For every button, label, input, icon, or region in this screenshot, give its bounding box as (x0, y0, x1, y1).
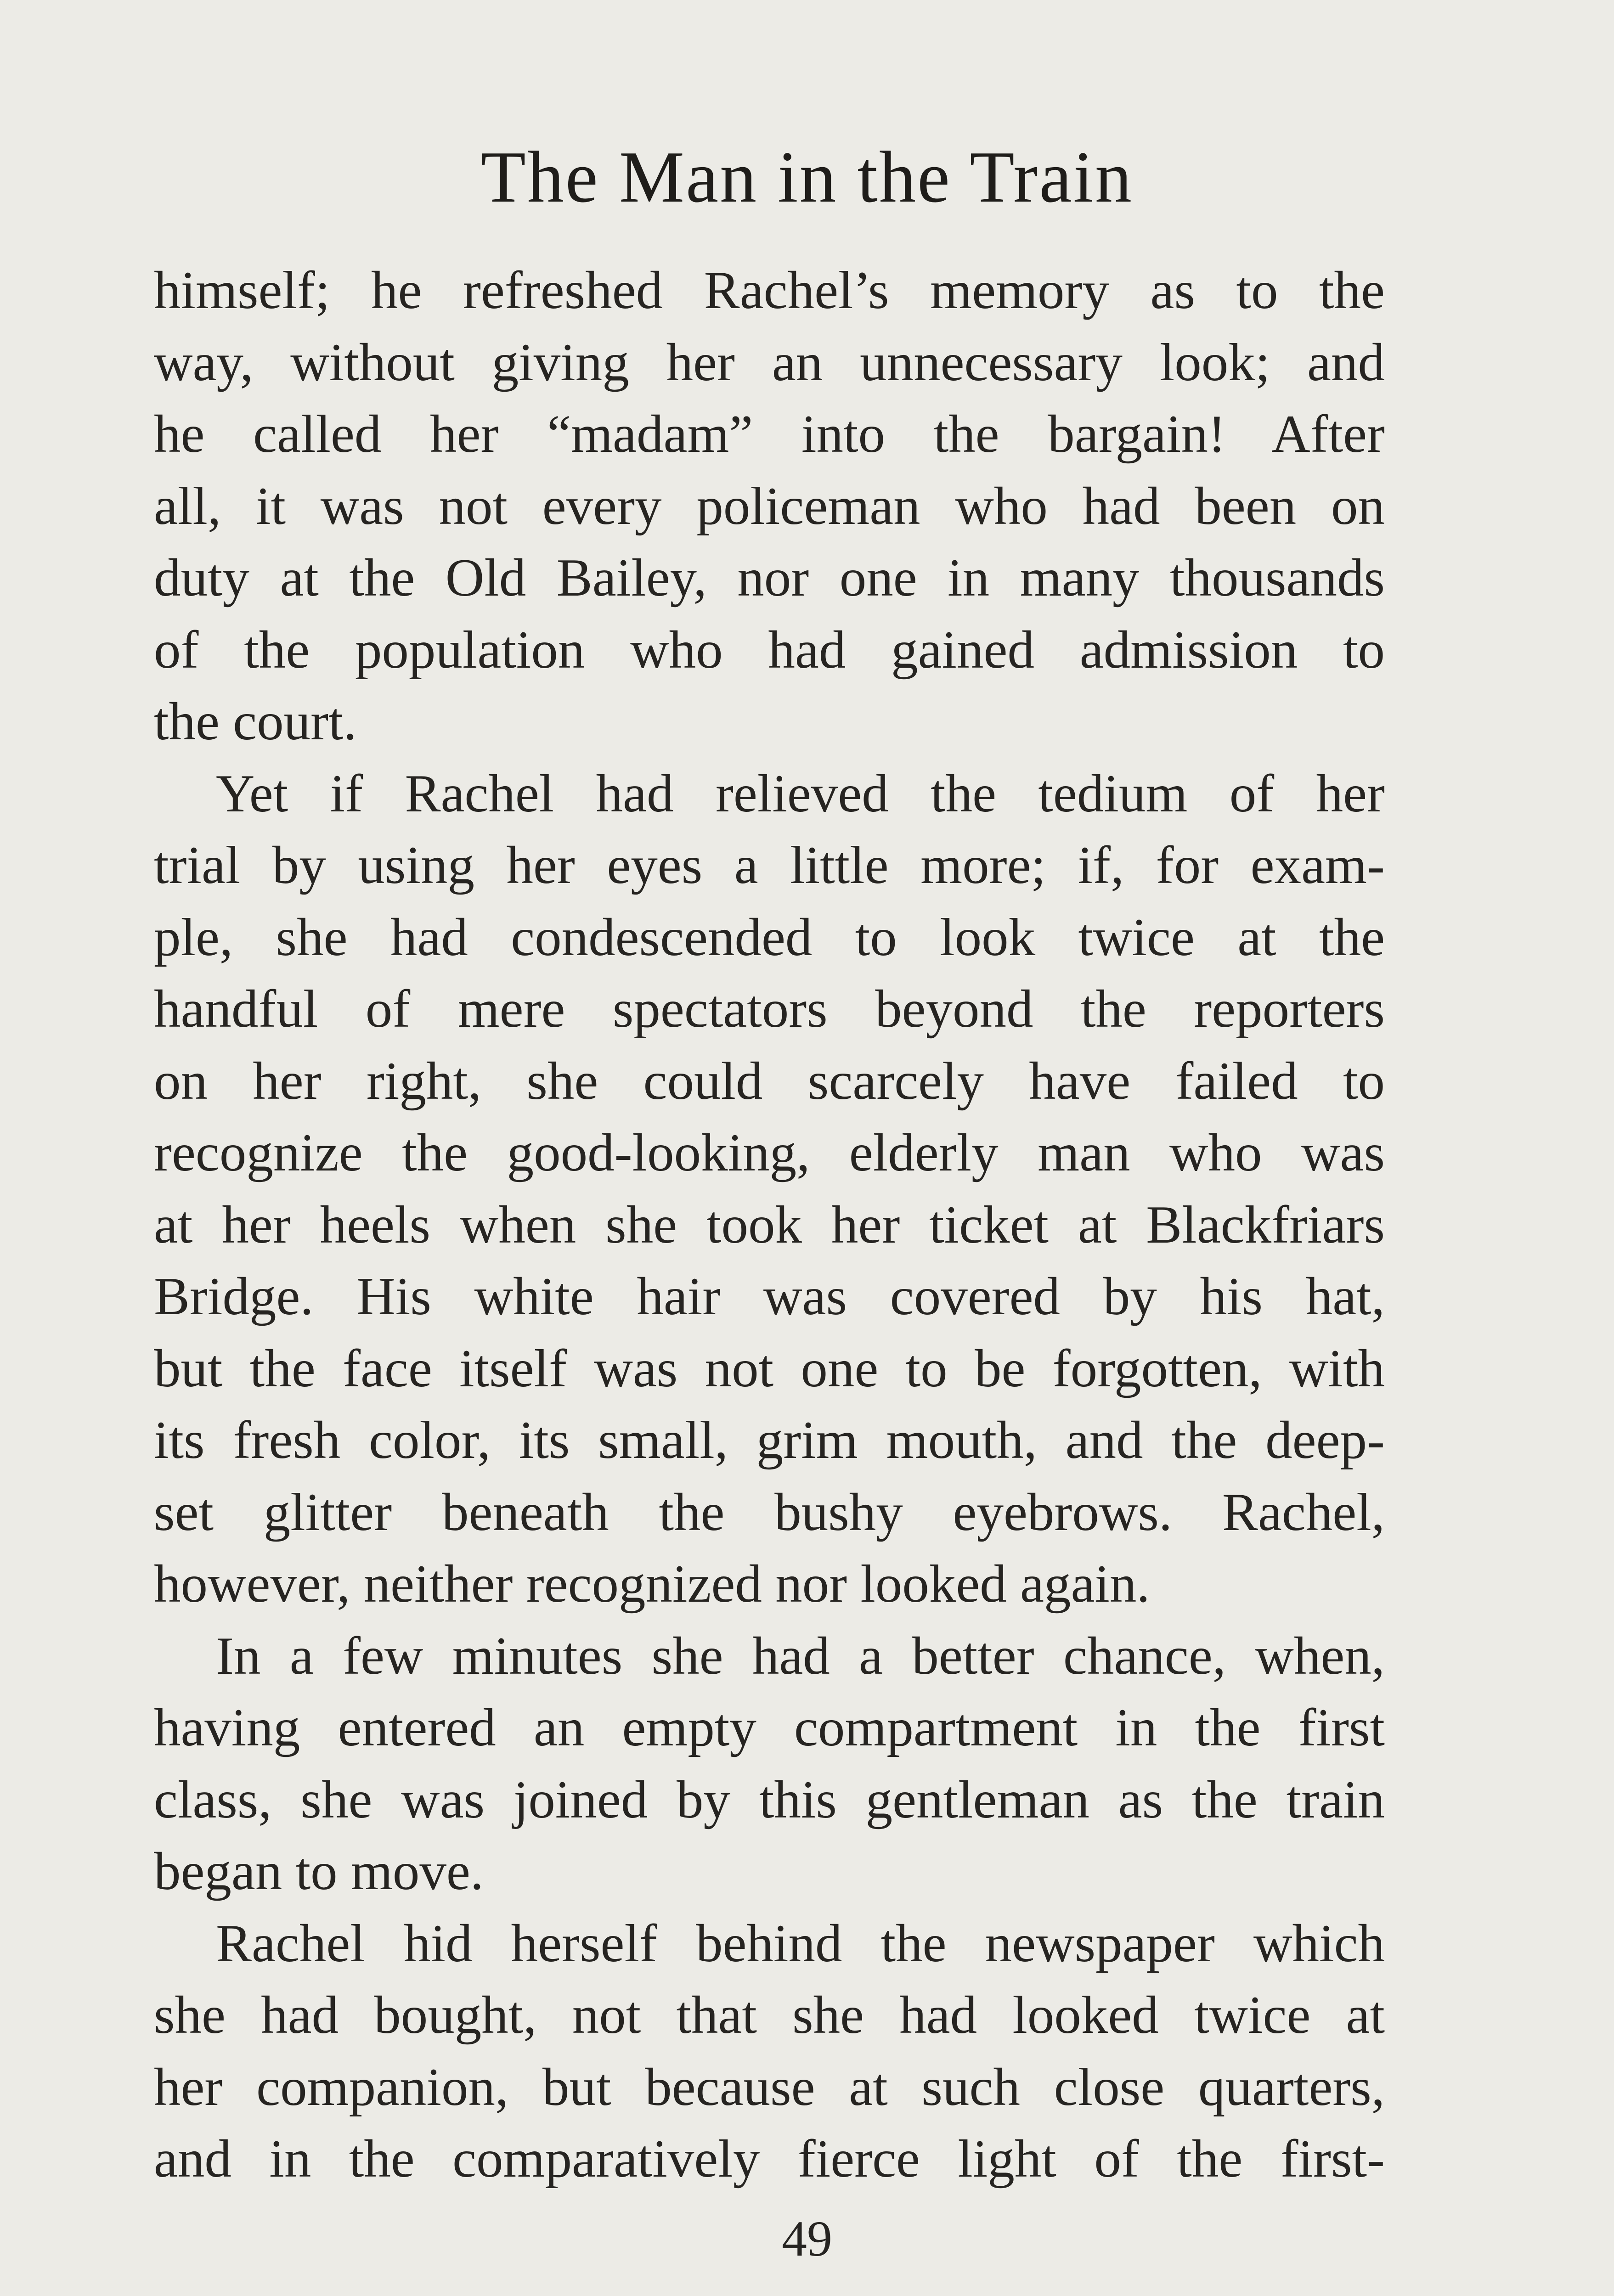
text-line: but the face itself was not one to be forgotten, with (154, 1339, 1385, 1398)
text-line: ple, she had condescended to look twice at the (154, 907, 1385, 967)
text-line: Bridge. His white hair was covered by his hat, (154, 1267, 1385, 1326)
text-line: and in the comparatively fierce light of the first- (154, 2129, 1385, 2189)
text-line: she had bought, not that she had looked twice at (154, 1986, 1385, 2045)
text-line: handful of mere spectators beyond the reporters (154, 979, 1385, 1039)
text-line: its fresh color, its small, grim mouth, and the deep- (154, 1411, 1385, 1470)
text-line: In a few minutes she had a better chance, when, (216, 1626, 1385, 1686)
text-line: way, without giving her an unnecessary look; and (154, 332, 1385, 392)
body-text (154, 255, 1385, 2195)
text-line: trial by using her eyes a little more; if, for exam- (154, 836, 1385, 895)
text-line: of the population who had gained admission to (154, 620, 1385, 680)
text-line: on her right, she could scarcely have failed to (154, 1051, 1385, 1111)
text-line: duty at the Old Bailey, nor one in many thousands (154, 548, 1385, 608)
text-line: however, neither recognized nor looked again. (154, 1554, 1150, 1614)
page-number: 49 (782, 2211, 832, 2267)
text-line: the court. (154, 692, 357, 751)
text-line: Rachel hid herself behind the newspaper which (216, 1913, 1385, 1973)
text-line: having entered an empty compartment in the first (154, 1698, 1385, 1757)
text-line: all, it was not every policeman who had been on (154, 476, 1385, 536)
text-line: class, she was joined by this gentleman as the train (154, 1770, 1385, 1829)
text-line: began to move. (154, 1842, 484, 1901)
text-line: her companion, but because at such close quarters, (154, 2057, 1385, 2117)
text-line: himself; he refreshed Rachel’s memory as to the (154, 261, 1385, 320)
text-line: Yet if Rachel had relieved the tedium of her (216, 764, 1385, 823)
running-head: The Man in the Train (481, 136, 1133, 218)
text-line: he called her “madam” into the bargain! After (154, 405, 1385, 464)
text-line: at her heels when she took her ticket at Blackfriars (154, 1195, 1385, 1255)
text-line: recognize the good-looking, elderly man who was (154, 1123, 1385, 1182)
text-line: set glitter beneath the bushy eyebrows. Rachel, (154, 1482, 1385, 1542)
